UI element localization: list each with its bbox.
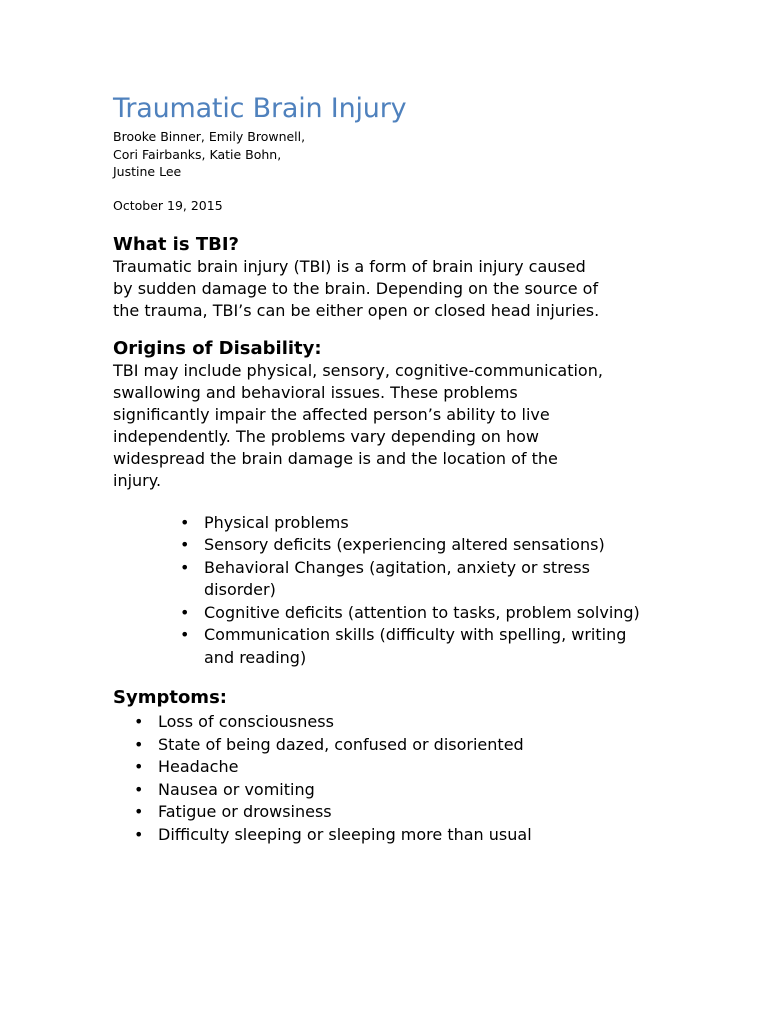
paragraph-line: significantly impair the affected person’s ability to live bbox=[113, 404, 550, 424]
list-item bbox=[134, 711, 733, 734]
list-item bbox=[134, 779, 733, 802]
paragraph-line: by sudden damage to the brain. Depending on the source of bbox=[113, 278, 599, 298]
section-heading: Origins of Disability: bbox=[113, 337, 322, 359]
symptom-list bbox=[113, 711, 733, 846]
bullet-icon: • bbox=[180, 557, 190, 577]
section-paragraph bbox=[113, 360, 733, 492]
paragraph-line: Traumatic brain injury (TBI) is a form of brain injury caused bbox=[113, 256, 586, 276]
author-line: Brooke Binner, Emily Brownell, bbox=[113, 129, 306, 144]
author-line: Cori Fairbanks, Katie Bohn, bbox=[113, 146, 282, 162]
list-item-text: Sensory deficits (experiencing altered sensations) bbox=[204, 535, 605, 554]
bullet-icon: • bbox=[180, 625, 190, 644]
bullet-icon: • bbox=[180, 602, 190, 622]
list-item bbox=[134, 734, 733, 757]
paragraph-line: TBI may include physical, sensory, cognitive-communication, bbox=[113, 360, 603, 380]
author-line: Justine Lee bbox=[113, 164, 182, 179]
list-item bbox=[180, 557, 650, 602]
list-item-text: Communication skills (difficulty with spelling, writing and reading) bbox=[204, 625, 627, 667]
section-paragraph bbox=[113, 256, 733, 322]
list-item-text: Nausea or vomiting bbox=[158, 779, 315, 799]
document-date: October 19, 2015 bbox=[113, 197, 223, 213]
list-item bbox=[180, 512, 650, 535]
bullet-icon: • bbox=[134, 802, 144, 821]
list-item bbox=[134, 756, 733, 779]
list-item bbox=[134, 801, 733, 824]
bullet-icon: • bbox=[134, 779, 144, 799]
document-title: Traumatic Brain Injury bbox=[113, 93, 407, 124]
list-item bbox=[180, 534, 650, 557]
section-heading: What is TBI? bbox=[113, 233, 239, 255]
bullet-icon: • bbox=[180, 512, 190, 532]
bullet-icon: • bbox=[180, 535, 190, 554]
list-item-text: Cognitive deficits (attention to tasks, problem solving) bbox=[204, 602, 640, 622]
paragraph-line: injury. bbox=[113, 470, 162, 490]
paragraph-line: independently. The problems vary depending on how bbox=[113, 426, 539, 446]
paragraph-line: widespread the brain damage is and the location of the bbox=[113, 448, 558, 468]
section-origins-of-disability bbox=[113, 338, 733, 670]
section-heading: Symptoms: bbox=[113, 687, 227, 708]
list-item bbox=[134, 824, 733, 847]
paragraph-line: the trauma, TBI’s can be either open or closed head injuries. bbox=[113, 300, 600, 320]
list-item-text: Physical problems bbox=[204, 512, 349, 532]
list-item-text: Fatigue or drowsiness bbox=[158, 802, 332, 821]
list-item-text: Loss of consciousness bbox=[158, 712, 334, 731]
bullet-icon: • bbox=[134, 712, 144, 731]
list-item-text: Headache bbox=[158, 757, 239, 776]
document-page bbox=[113, 92, 733, 846]
section-what-is-tbi bbox=[113, 234, 733, 322]
list-item bbox=[180, 624, 650, 669]
section-symptoms bbox=[113, 687, 733, 846]
bullet-icon: • bbox=[134, 734, 144, 754]
list-item bbox=[180, 602, 650, 625]
list-item-text: Difficulty sleeping or sleeping more than usual bbox=[158, 824, 532, 844]
bullet-icon: • bbox=[134, 824, 144, 844]
author-list bbox=[113, 128, 733, 181]
disability-list bbox=[113, 512, 650, 670]
bullet-icon: • bbox=[134, 757, 144, 776]
paragraph-line: swallowing and behavioral issues. These problems bbox=[113, 382, 518, 402]
list-item-text: State of being dazed, confused or disoriented bbox=[158, 734, 524, 754]
list-item-text: Behavioral Changes (agitation, anxiety or stress disorder) bbox=[204, 557, 590, 599]
